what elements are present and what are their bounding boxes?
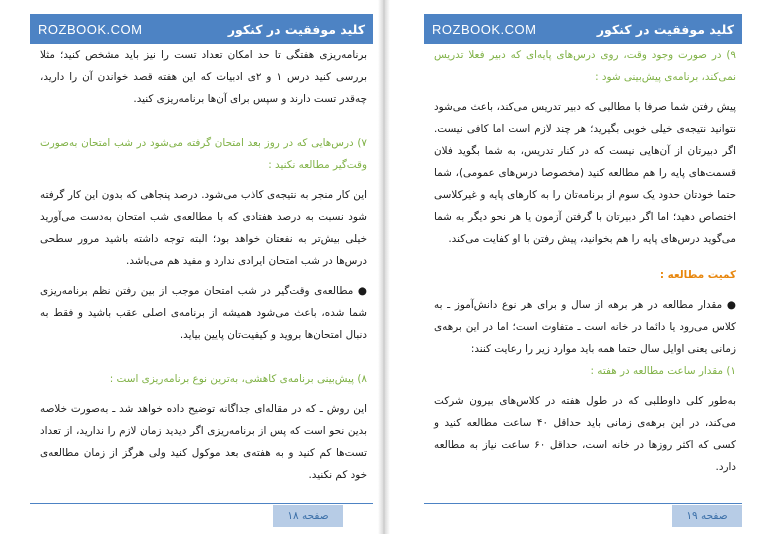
section-heading-1: ۱) مقدار ساعت مطالعه در هفته : — [590, 365, 736, 377]
book-title: کلید موفقیت در کنکور — [596, 21, 734, 37]
left-page-header — [30, 14, 373, 44]
page-number: صفحه ۱۹ — [672, 505, 742, 527]
right-page-footer — [424, 503, 742, 528]
page-number: صفحه ۱۸ — [273, 505, 343, 527]
right-page — [424, 0, 742, 534]
page-gutter — [378, 0, 390, 534]
paragraph: پیش رفتن شما صرفا با مطالبی که دبیر تدریس می‌کند، باعث می‌شود نتوانید نتیجه‌ی خیلی خوبی بگیرید؛ هر چند لازم است اما کافی نیست. اگر دبیرتان از آن‌هایی نیست که در کنار تدریس، به شما بگوید فلان قسمت‌های پایه را هم مطالعه کنید (مخصوصا درس‌های عمومی)، شما حتما خودتان حدود یک سوم از برنامه‌تان را به کارهای پایه و غیرکلاسی اختصاص دهید؛ اما اگر دبیرتان با گرفتن آزمون یا هر نحو دیگر به شما می‌گوید درس‌های پایه را هم بخوانید، پیش رفتن با او کفایت می‌کند. — [434, 101, 736, 245]
book-title: کلید موفقیت در کنکور — [227, 21, 365, 37]
section-heading-9: ۹) در صورت وجود وقت، روی درس‌های پایه‌ای که دبیر فعلا تدریس نمی‌کند، برنامه‌ی پیش‌بینی شود : — [434, 49, 736, 83]
bullet-paragraph: ● مطالعه‌ی وقت‌گیر در شب امتحان موجب از بین رفتن نظم برنامه‌ریزی شما شده، باعث می‌شود همیشه از برنامه‌ی اصلی عقب باشید و فقط به دنبال امتحان‌ها بروید و کیفیت‌تان پایین بیاید. — [40, 285, 367, 341]
left-page-footer — [30, 503, 373, 528]
section-title: کمیت مطالعه : — [659, 269, 736, 281]
left-page — [30, 0, 373, 534]
site-name: ROZBOOK.COM — [432, 21, 537, 37]
section-heading-7: ۷) درس‌هایی که در روز بعد امتحان گرفته می‌شود در شب امتحان به‌صورت وقت‌گیر مطالعه نکنید : — [40, 137, 367, 171]
paragraph: این روش ـ که در مقاله‌ای جداگانه توضیح داده خواهد شد ـ به‌صورت خلاصه بدین نحو است که پس از برنامه‌ریزی اگر دیدید زمان لازم را ندارید، از تعداد تست‌ها کم کنید و به هفته‌ی بعد موکول کنید ولی هرگز از زمان مطالعه‌ی خود کم نکنید. — [40, 403, 367, 481]
paragraph: برنامه‌ریزی هفتگی تا حد امکان تعداد تست را نیز باید مشخص کنید؛ مثلا بررسی کنید درس ۱ و ۲ی ادبیات که این هفته قصد خواندن آن را دارید، چه‌قدر تست دارند و سپس برای آن‌ها برنامه‌ریزی کنید. — [40, 49, 367, 105]
right-page-content — [434, 44, 736, 478]
bullet-paragraph: ● مقدار مطالعه در هر برهه از سال و برای هر نوع دانش‌آموز ـ به کلاس می‌رود یا دائما در خانه است ـ متفاوت است؛ اما در این برهه‌ی زمانی یعنی اوایل سال حتما همه باید موارد زیر را رعایت کنند: — [434, 299, 736, 355]
section-heading-8: ۸) پیش‌بینی برنامه‌ی کاهشی، به‌ترین نوع برنامه‌ریزی است : — [109, 373, 367, 385]
site-name: ROZBOOK.COM — [38, 21, 143, 37]
paragraph: به‌طور کلی داوطلبی که در طول هفته در کلاس‌های بیرون شرکت می‌کند، در این برهه‌ی زمانی باید حداقل ۴۰ ساعت مطالعه کنید و کسی که اکثر روزها در خانه است، حداقل ۶۰ ساعت نیاز به مطالعه دارد. — [434, 395, 736, 473]
paragraph: این کار منجر به نتیجه‌ی کاذب می‌شود. درصد پنجاهی که بدون این کار گرفته شود نسبت به درصد هفتادی که با مطالعه‌ی شب امتحان به‌دست می‌آورید خیلی بیش‌تر به نفعتان خواهد بود؛ البته توجه داشته باشید مرور سطحی درس‌ها در شب امتحان ایرادی ندارد و مفید هم می‌باشد. — [40, 189, 367, 267]
left-page-content — [40, 44, 367, 486]
right-page-header — [424, 14, 742, 44]
